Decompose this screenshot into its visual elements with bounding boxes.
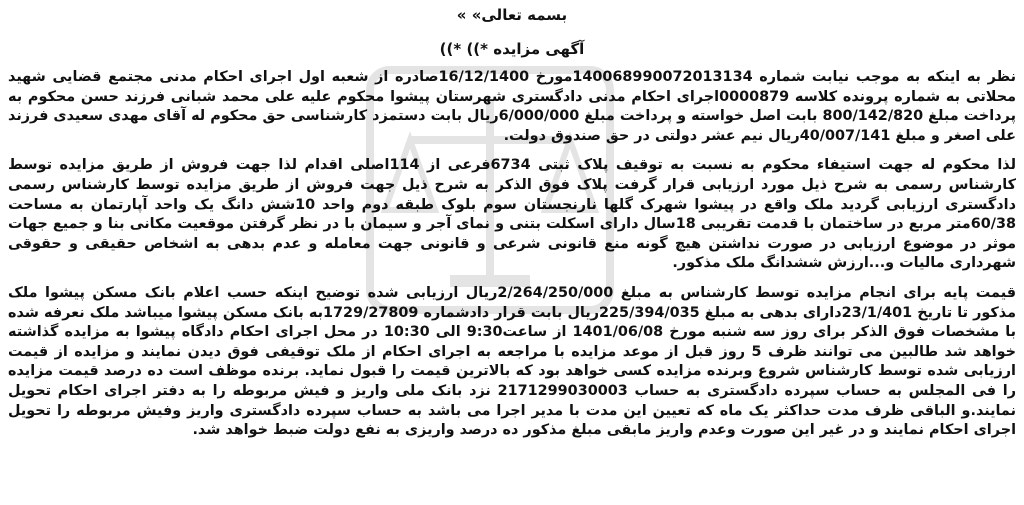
notice-title: آگهی مزایده *)) *)) bbox=[439, 40, 585, 58]
paragraph-auction-terms: قیمت پایه برای انجام مزایده توسط کارشناس به مبلغ 2/264/250/000ریال ارزیابی شده توضیح اینکه حسب اعلام بانک مسکن پیشوا ملک مذکور تا تاریخ 23/1/401دارای بدهی به مبلغ 225/394/035ریال بابت قرار دادشماره 1729/27809به بانک مسکن پیشوا میباشد ملک نعرفه شده با مشخصات فوق الذکر برای روز سه شنبه مورخ 1401/06/08 از ساعت9:30 الی 10:30 در محل اجرای احکام دادگاه پیشوا به مزایده گذاشته خواهد شد طالبین می توانند ظرف 5 روز قبل از موعد مزایده با مراجعه به اجرای احکام از ملک توقیفی فوق دیدن نمایند و مزایده از قیمت ارزیابی شده توسط کارشناس شروع وبرنده مزایده کسی خواهد بود که بالاترین قیمت را قبول نماید. برنده موظف است ده درصد قیمت مزایده را فی المجلس به حساب سپرده دادگستری به حساب 2171299030003 نزد بانک ملی واریز و فیش مربوطه را به دفتر اجرای احکام تحویل نمایند.و الباقی ظرف مدت حداکثر یک ماه که تعیین این مدت با مدیر اجرا می باشد به حساب سپرده دادگستری واریز وفیش مربوطه را تحویل اجرای احکام نمایند و در غیر این صورت وعدم واریز مابقی مبلغ مذکور ده درصد واریزی به نفع دولت ضبط خواهد شد. bbox=[8, 284, 1017, 439]
paragraph-case-details: نظر به اینکه به موجب نیابت شماره 140068990072013134مورخ 16/12/1400صادره از شعبه اول اجرای احکام مدنی مجتمع قضایی شهید محلاتی به شماره پرونده کلاسه 0000879اجرای احکام مدنی دادگستری شهرستان پیشوا محکوم علیه علی محمد شبانی فرزند حسن محکوم به پرداخت مبلغ 800/142/820 بابت اصل خواسته و پرداخت مبلغ 6/000/000ریال بابت دستمزد کارشناسی حق محکوم له آقای مهدی سعیدی فرزند علی اصغر و مبلغ 40/007/141ریال نیم عشر دولتی در حق صندوق دولت. bbox=[8, 69, 1016, 144]
header-invocation: بسمه تعالی» » bbox=[456, 6, 568, 24]
notice-header bbox=[8, 4, 1016, 60]
paragraph-property-description: لذا محکوم له جهت استیفاء محکوم به نسبت به توقیف پلاک ثبتی 6734فرعی از 114اصلی اقدام لذا جهت فروش از طریق مزایده توسط کارشناس رسمی به شرح ذیل مورد ارزیابی قرار گرفت پلاک فوق الذکر به شرح ذیل جهت فروش از طریق مزایده توسط کارشناس رسمی دادگستری ارزیابی گردید ملک واقع در پیشوا شهرک گلها نارنجستان سوم بلوک طبقه دوم واحد 10شش دانگ یک واحد آپارتمان به مساحت 60/38متر مربع در ساختمان با قدمت تقریبی 18سال دارای اسکلت بتنی و نمای آجر و سیمان با در نظر گرفتن موقعیت مکانی بنا و جمیع جهات موثر در موضوع ارزیابی در صورت نداشتن هیچ گونه منع قانونی شرعی و قانونی جهت معامله و عدم بدهی به اشخاص حقیقی و حقوقی شهرداری مالیات و...ارزش ششدانگ ملک مذکور. bbox=[8, 157, 1016, 272]
